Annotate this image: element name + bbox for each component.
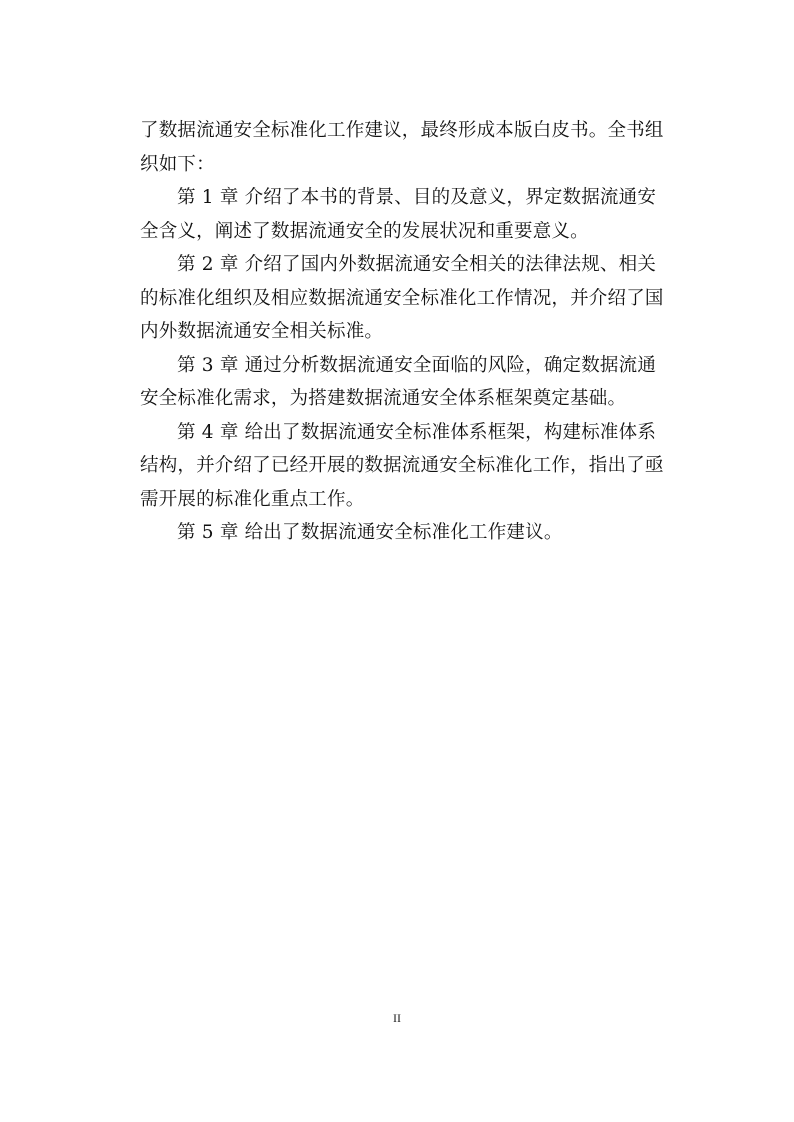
paragraph-chapter-2 bbox=[140, 248, 664, 349]
text-line: 需开展的标准化重点工作。 bbox=[140, 488, 365, 510]
text-line: 第 4 章 给出了数据流通安全标准体系框架，构建标准体系 bbox=[177, 421, 657, 443]
paragraph-chapter-1 bbox=[140, 181, 660, 248]
paragraph-chapter-4 bbox=[140, 416, 664, 517]
page-number: II bbox=[393, 1011, 401, 1025]
paragraph-chapter-3 bbox=[140, 349, 660, 416]
text-line: 第 3 章 通过分析数据流通安全面临的风险，确定数据流通 bbox=[177, 354, 657, 376]
text-line: 内外数据流通安全相关标准。 bbox=[140, 321, 384, 342]
paragraph-intro bbox=[140, 114, 664, 181]
text-line: 第 1 章 介绍了本书的背景、目的及意义，界定数据流通安 bbox=[177, 187, 657, 208]
text-line: 织如下： bbox=[140, 153, 215, 175]
paragraph-chapter-5 bbox=[140, 516, 660, 550]
text-line: 第 5 章 给出了数据流通安全标准化工作建议。 bbox=[177, 522, 563, 543]
text-line: 了数据流通安全标准化工作建议，最终形成本版白皮书。全书组 bbox=[140, 120, 664, 141]
text-line: 的标准化组织及相应数据流通安全标准化工作情况，并介绍了国 bbox=[140, 287, 664, 309]
text-line: 安全标准化需求，为搭建数据流通安全体系框架奠定基础。 bbox=[140, 388, 627, 409]
body-text bbox=[140, 114, 664, 550]
text-line: 第 2 章 介绍了国内外数据流通安全相关的法律法规、相关 bbox=[177, 254, 657, 275]
text-line: 结构，并介绍了已经开展的数据流通安全标准化工作，指出了亟 bbox=[140, 455, 664, 476]
text-line: 全含义，阐述了数据流通安全的发展状况和重要意义。 bbox=[140, 220, 589, 242]
